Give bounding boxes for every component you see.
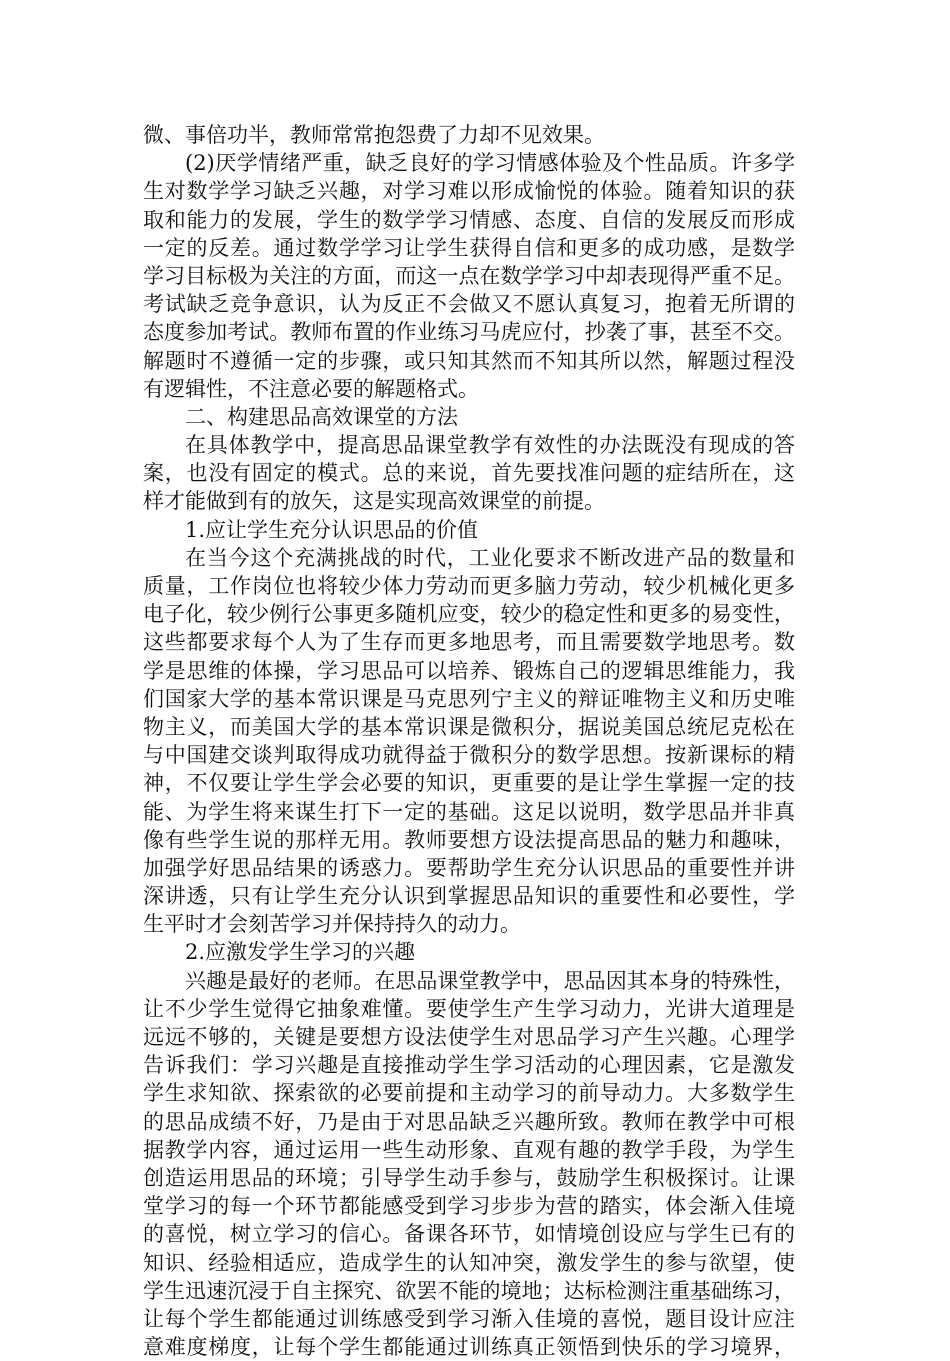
text-line: 微、事倍功半，教师常常抱怨费了力却不见效果。 <box>143 123 605 147</box>
text-line: 能、为学生将来谋生打下一定的基础。这足以说明，数学思品并非真 <box>143 799 795 824</box>
text-line: 远远不够的，关键是要想方设法使学生对思品学习产生兴趣。心理学 <box>143 1025 795 1049</box>
text-line: 创造运用思品的环境；引导学生动手参与，鼓励学生积极探讨。让课 <box>143 1165 795 1190</box>
text-line: 学是思维的体操，学习思品可以培养、锻炼自己的逻辑思维能力，我 <box>143 658 795 683</box>
text-line: 有逻辑性，不注意必要的解题格式。 <box>143 376 479 401</box>
text-line: 们国家大学的基本常识课是马克思列宁主义的辩证唯物主义和历史唯 <box>143 686 795 711</box>
paragraph <box>143 121 795 149</box>
text-line: 知识、经验相适应，造成学生的认知冲突，激发学生的参与欲望，使 <box>143 1250 795 1275</box>
text-line: 质量，工作岗位也将较少体力劳动而更多脑力劳动，较少机械化更多 <box>143 574 795 598</box>
text-line: 的思品成绩不好，乃是由于对思品缺乏兴趣所致。教师在教学中可根 <box>143 1109 795 1134</box>
section-heading <box>143 403 795 431</box>
paragraph <box>143 149 795 403</box>
text-line: 案，也没有固定的模式。总的来说，首先要找准问题的症结所在，这 <box>143 461 795 486</box>
section-heading <box>143 938 795 966</box>
text-line: 解题时不遵循一定的步骤，或只知其然而不知其所以然，解题过程没 <box>143 348 795 373</box>
text-line: 像有些学生说的那样无用。教师要想方设法提高思品的魅力和趣味， <box>143 827 795 852</box>
text-line: 1.应让学生充分认识思品的价值 <box>185 517 479 542</box>
paragraph <box>143 967 795 1361</box>
text-line: 据教学内容，通过运用一些生动形象、直观有趣的教学手段，为学生 <box>143 1137 795 1162</box>
text-line: 生平时才会刻苦学习并保持持久的动力。 <box>143 912 521 937</box>
text-line: 2.应激发学生学习的兴趣 <box>185 940 416 965</box>
text-line: 让不少学生觉得它抽象难懂。要使学生产生学习动力，光讲大道理是 <box>143 996 795 1021</box>
section-heading <box>143 516 795 544</box>
text-line: 学生求知欲、探索欲的必要前提和主动学习的前导动力。大多数学生 <box>143 1081 795 1106</box>
text-line: 意难度梯度，让每个学生都能通过训练真正领悟到快乐的学习境界， <box>143 1335 795 1360</box>
text-line: 这些都要求每个人为了生存而更多地思考，而且需要数学地思考。数 <box>143 630 795 655</box>
text-line: (2)厌学情绪严重，缺乏良好的学习情感体验及个性品质。许多学 <box>185 151 795 176</box>
text-line: 态度参加考试。教师布置的作业练习马虎应付，抄袭了事，甚至不交。 <box>143 320 795 345</box>
text-line: 的喜悦，树立学习的信心。备课各环节，如情境创设应与学生已有的 <box>143 1222 795 1247</box>
text-line: 物主义，而美国大学的基本常识课是微积分，据说美国总统尼克松在 <box>143 714 795 739</box>
text-line: 在当今这个充满挑战的时代，工业化要求不断改进产品的数量和 <box>185 545 795 570</box>
text-line: 深讲透，只有让学生充分认识到掌握思品知识的重要性和必要性，学 <box>143 884 795 909</box>
paragraph <box>143 431 795 516</box>
text-line: 与中国建交谈判取得成功就得益于微积分的数学思想。按新课标的精 <box>143 743 795 768</box>
text-line: 电子化，较少例行公事更多随机应变，较少的稳定性和更多的易变性， <box>143 602 795 627</box>
text-line: 加强学好思品结果的诱惑力。要帮助学生充分认识思品的重要性并讲 <box>143 855 795 880</box>
text-line: 告诉我们：学习兴趣是直接推动学生学习活动的心理因素，它是激发 <box>143 1053 795 1078</box>
text-line: 取和能力的发展，学生的数学学习情感、态度、自信的发展反而形成 <box>143 207 795 232</box>
text-line: 学生迅速沉浸于自主探究、欲罢不能的境地；达标检测注重基础练习， <box>143 1278 795 1303</box>
document-page <box>143 121 795 1361</box>
paragraph <box>143 544 795 939</box>
text-line: 生对数学学习缺乏兴趣，对学习难以形成愉悦的体验。随着知识的获 <box>143 179 795 204</box>
text-line: 让每个学生都能通过训练感受到学习渐入佳境的喜悦，题目设计应注 <box>143 1306 795 1331</box>
text-line: 二、构建思品高效课堂的方法 <box>185 404 458 429</box>
text-line: 堂学习的每一个环节都能感受到学习步步为营的踏实，体会渐入佳境 <box>143 1194 795 1219</box>
text-line: 样才能做到有的放矢，这是实现高效课堂的前提。 <box>143 489 605 514</box>
text-line: 兴趣是最好的老师。在思品课堂教学中，思品因其本身的特殊性， <box>185 968 795 993</box>
text-line: 一定的反差。通过数学学习让学生获得自信和更多的成功感，是数学 <box>143 235 795 260</box>
text-line: 在具体教学中，提高思品课堂教学有效性的办法既没有现成的答 <box>185 433 795 458</box>
text-line: 学习目标极为关注的方面，而这一点在数学学习中却表现得严重不足。 <box>143 263 795 288</box>
text-line: 神，不仅要让学生学会必要的知识，更重要的是让学生掌握一定的技 <box>143 771 795 796</box>
text-line: 考试缺乏竞争意识，认为反正不会做又不愿认真复习，抱着无所谓的 <box>143 292 795 317</box>
